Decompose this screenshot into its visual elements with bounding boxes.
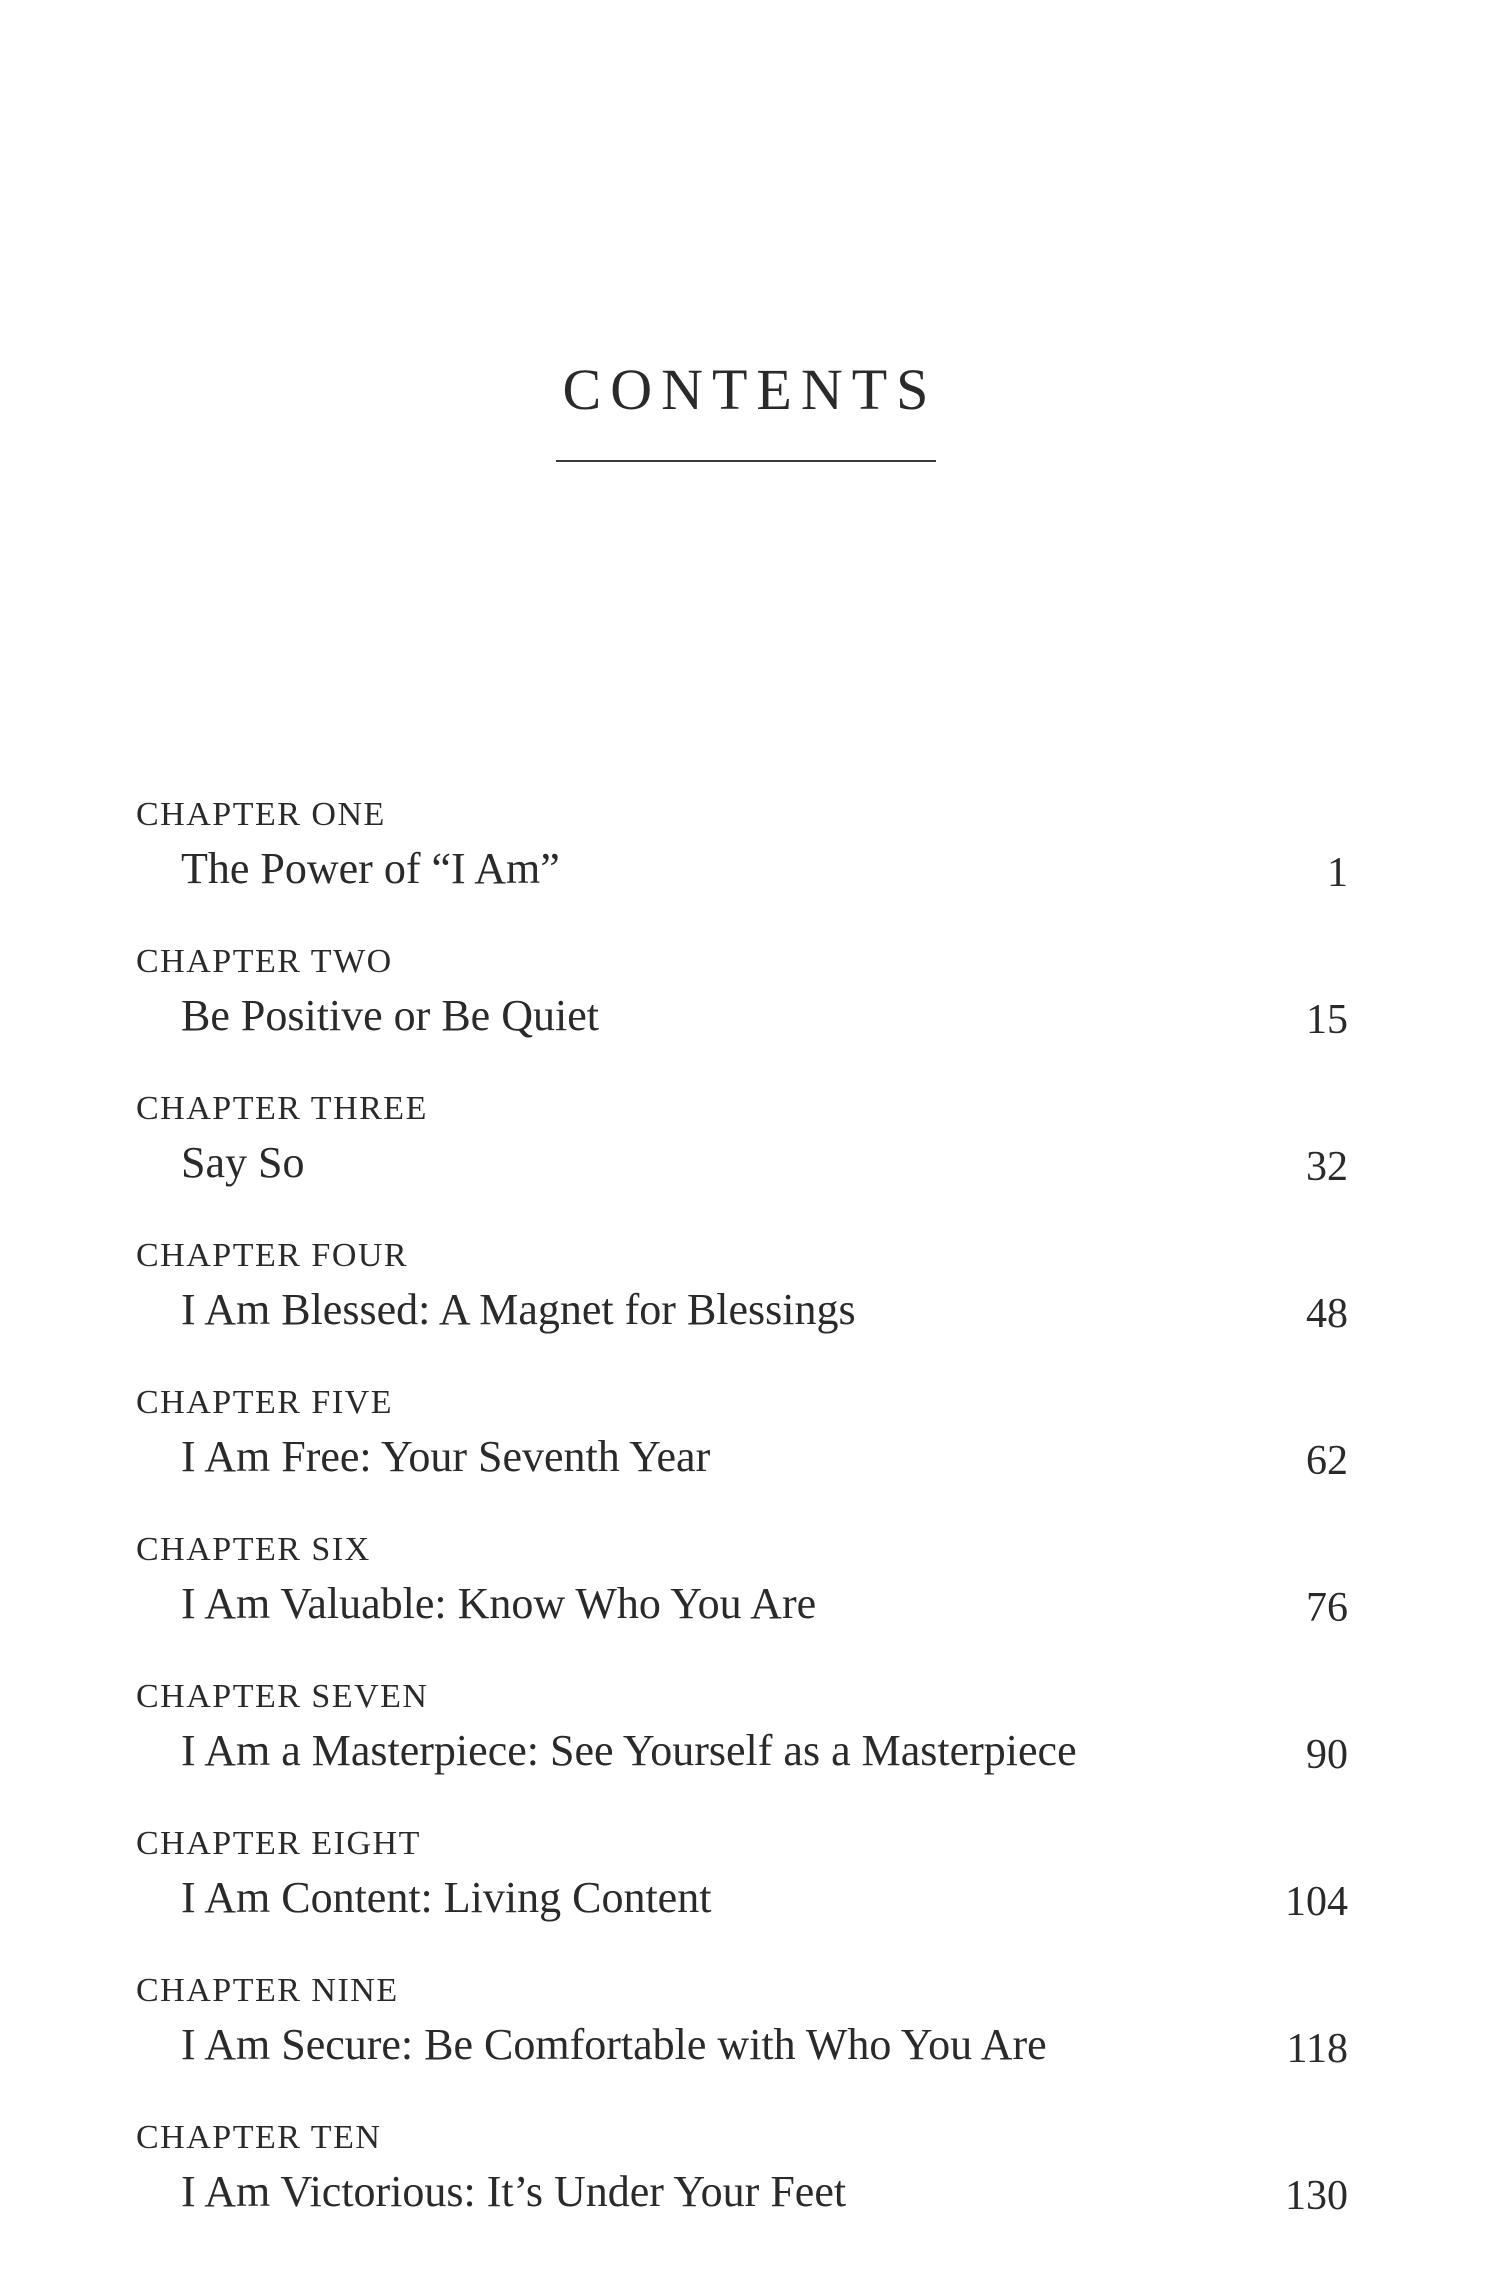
chapter-title: Say So (181, 1138, 305, 1187)
chapter-label: CHAPTER SIX (136, 1531, 371, 1568)
chapter-label: CHAPTER EIGHT (136, 1825, 421, 1862)
chapter-title: I Am Blessed: A Magnet for Blessings (181, 1285, 856, 1334)
toc-entry-chapter-1[interactable] (0, 795, 1500, 942)
chapter-label: CHAPTER TEN (136, 2119, 382, 2156)
chapter-title: I Am Victorious: It’s Under Your Feet (181, 2167, 847, 2216)
chapter-title: I Am Content: Living Content (181, 1873, 712, 1922)
chapter-page-number: 15 (1306, 997, 1348, 1043)
page-title: CONTENTS (562, 357, 938, 422)
toc-entry-chapter-5[interactable] (0, 1383, 1500, 1530)
chapter-title: I Am Valuable: Know Who You Are (181, 1579, 817, 1628)
toc-entry-chapter-7[interactable] (0, 1677, 1500, 1824)
chapter-title: Be Positive or Be Quiet (181, 991, 599, 1040)
chapter-title: I Am Free: Your Seventh Year (181, 1432, 711, 1481)
chapter-page-number: 130 (1285, 2173, 1348, 2219)
chapter-page-number: 104 (1285, 1879, 1348, 1925)
chapter-page-number: 1 (1327, 850, 1348, 896)
chapter-page-number: 76 (1306, 1585, 1348, 1631)
chapter-label: CHAPTER THREE (136, 1090, 428, 1127)
chapter-label: CHAPTER SEVEN (136, 1678, 429, 1715)
toc-entry-chapter-9[interactable] (0, 1971, 1500, 2118)
chapter-title: I Am Secure: Be Comfortable with Who You Are (181, 2020, 1047, 2069)
toc-entry-chapter-6[interactable] (0, 1530, 1500, 1677)
toc-entry-chapter-8[interactable] (0, 1824, 1500, 1971)
chapter-label: CHAPTER FIVE (136, 1384, 393, 1421)
title-divider (556, 460, 936, 462)
toc-entry-chapter-2[interactable] (0, 942, 1500, 1089)
chapter-page-number: 90 (1306, 1732, 1348, 1778)
toc-entry-chapter-3[interactable] (0, 1089, 1500, 1236)
chapter-title: I Am a Masterpiece: See Yourself as a Masterpiece (181, 1726, 1077, 1775)
chapter-label: CHAPTER ONE (136, 796, 386, 833)
chapter-page-number: 32 (1306, 1144, 1348, 1190)
chapter-label: CHAPTER FOUR (136, 1237, 409, 1274)
toc-entry-chapter-10[interactable] (0, 2118, 1500, 2265)
toc-entry-chapter-4[interactable] (0, 1236, 1500, 1383)
chapter-page-number: 62 (1306, 1438, 1348, 1484)
chapter-label: CHAPTER TWO (136, 943, 393, 980)
chapter-title: The Power of “I Am” (181, 844, 560, 893)
chapter-page-number: 118 (1286, 2026, 1348, 2072)
chapter-page-number: 48 (1306, 1291, 1348, 1337)
chapter-label: CHAPTER NINE (136, 1972, 399, 2009)
